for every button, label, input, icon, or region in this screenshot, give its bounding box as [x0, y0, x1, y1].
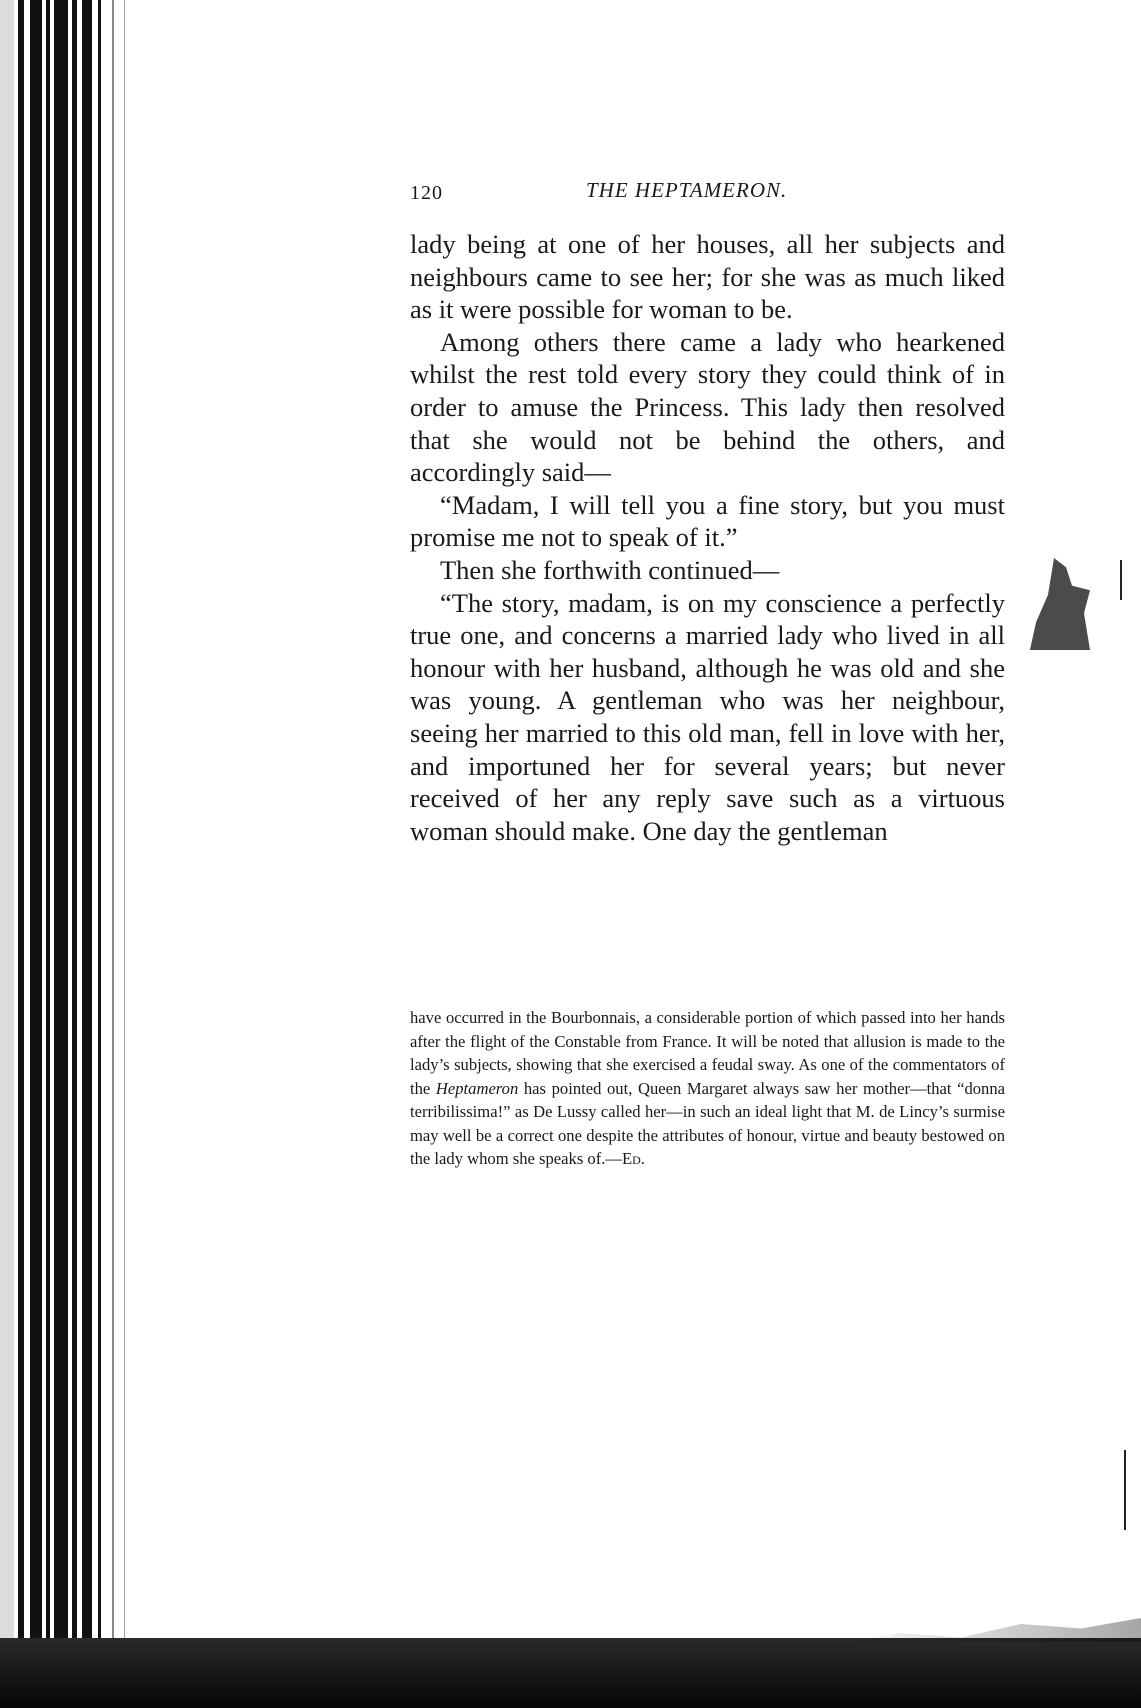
running-head — [410, 178, 1005, 208]
footnote-signature: Ed. — [622, 1149, 645, 1168]
page-number: 120 — [410, 182, 443, 204]
running-title: THE HEPTAMERON. — [586, 178, 788, 202]
paragraph: Among others there came a lady who hearkened whilst the rest told every story they could think of in order to amuse the Princess. This lady then resolved that she would not be behind the others, and accordingly said— — [410, 326, 1005, 488]
book-gutter-shadow — [0, 0, 120, 1708]
footnote — [410, 1006, 1005, 1171]
body-text — [410, 228, 1005, 847]
scan-mark — [1120, 560, 1122, 600]
footnote-text: has pointed out, Queen Margaret always saw her mother—that “donna terribilissima!” as De Lussy called her—in such an ideal light that M. de Lincy’s surmise may well be a correct one despite the attributes of honour, virtue and beauty bestowed on the lady whom she speaks of.— — [410, 1078, 1006, 1168]
scan-mark — [1124, 1450, 1126, 1530]
paragraph: “Madam, I will tell you a fine story, but you must promise me not to speak of it.” — [410, 489, 1005, 553]
paragraph: lady being at one of her houses, all her subjects and neighbours came to see her; for she was as much liked as it were possible for woman to be. — [410, 229, 1005, 325]
footnote-text: have occurred in the Bourbonnais, a considerable portion of which passed into her hands after the flight of the Constable from France. It will be noted that allusion is made to the lady’s subjects, showing that she exercised a feudal sway. As one of the commentators of the — [410, 1008, 1005, 1098]
footnote-italic-title: Heptameron — [435, 1078, 519, 1098]
page-bottom-edge — [0, 1638, 1141, 1708]
paragraph: Then she forthwith continued— — [440, 554, 780, 585]
paragraph: “The story, madam, is on my conscience a perfectly true one, and concerns a married lady who lived in all honour with her husband, although he was old and she was young. A gentleman who was her neighbour, seeing her married to this old man, fell in love with her, and importuned her for several years; but never received of her any reply save such as a virtuous woman should make. One day the gentleman — [410, 587, 1005, 846]
scan-smudge — [1030, 558, 1090, 650]
